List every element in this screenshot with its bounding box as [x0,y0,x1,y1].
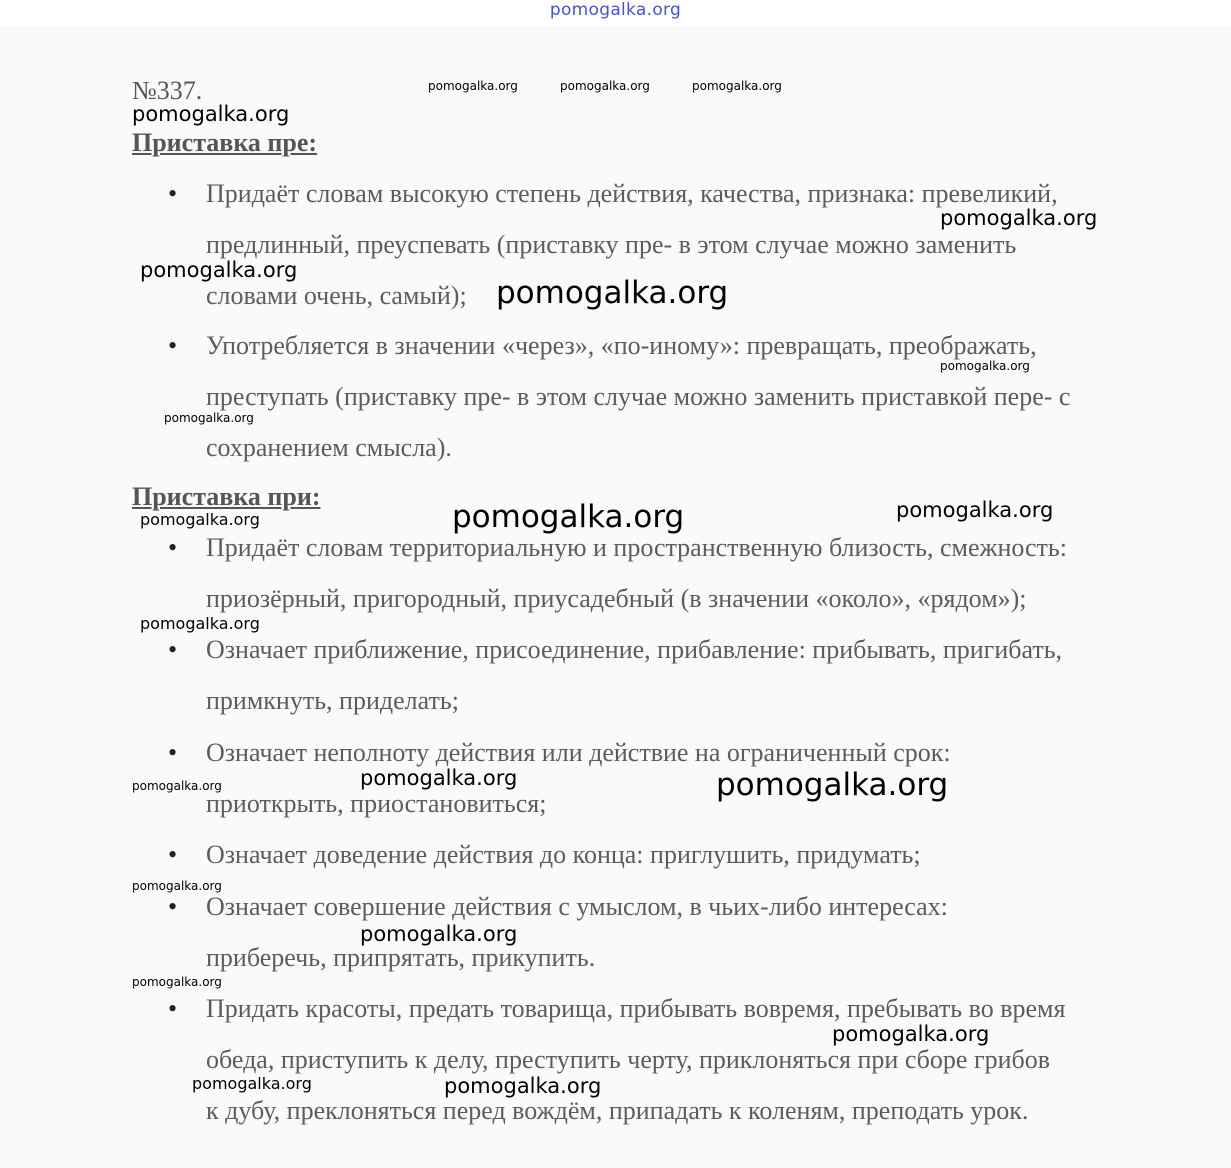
bullet-icon: • [168,994,178,1023]
site-banner[interactable]: pomogalka.org [549,0,682,20]
watermark: pomogalka.org [140,510,260,529]
item-line: примкнуть, приделать; [206,686,459,715]
bullet-icon: • [168,892,178,921]
watermark: pomogalka.org [452,499,685,535]
bullet-icon: • [168,635,178,664]
watermark: pomogalka.org [444,1074,602,1098]
list-item [168,624,1191,726]
watermark: pomogalka.org [896,498,1054,522]
bullet-icon: • [168,840,178,869]
watermark: pomogalka.org [132,102,290,126]
list-item [168,983,1191,1136]
item-line: приберечь, припрятать, прикупить. [206,943,596,972]
watermark: pomogalka.org [832,1022,990,1046]
item-line: приоткрыть, приостановиться; [206,789,547,818]
watermark: pomogalka.org [132,975,222,989]
item-line: Придать красоты, предать товарища, прибывать вовремя, пребывать во время [206,994,1066,1023]
watermark: pomogalka.org [132,779,222,793]
watermark: pomogalka.org [140,614,260,633]
watermark: pomogalka.org [360,922,518,946]
bullet-icon: • [168,738,178,767]
watermark: pomogalka.org [716,767,949,803]
item-line: Придаёт словам территориальную и пространственную близость, смежность: [206,533,1067,562]
item-line: Означает совершение действия с умыслом, в чьих-либо интересах: [206,892,948,921]
exercise-number: №337. [132,76,203,105]
watermark: pomogalka.org [496,275,729,311]
item-line: Означает доведение действия до конца: приглушить, придумать; [206,840,921,869]
item-line: обеда, приступить к делу, преступить черту, приклоняться при сборе грибов [206,1045,1051,1074]
watermark: pomogalka.org [940,359,1030,373]
list-item [168,320,1191,473]
watermark: pomogalka.org [360,766,518,790]
watermark: pomogalka.org [132,879,222,893]
watermark: pomogalka.org [940,206,1098,230]
section-heading-pre: Приставка пре: [132,128,318,157]
bullet-icon: • [168,533,178,562]
watermark: pomogalka.org [560,79,650,93]
item-line: преступать (приставку пре- в этом случае можно заменить приставкой пере- с [206,382,1071,411]
item-line: Придаёт словам высокую степень действия, качества, признака: превеликий, [206,179,1058,208]
watermark: pomogalka.org [428,79,518,93]
watermark: pomogalka.org [192,1074,312,1093]
bullet-icon: • [168,331,178,360]
watermark: pomogalka.org [140,258,298,282]
watermark: pomogalka.org [164,411,254,425]
item-line: предлинный, преуспевать (приставку пре- в этом случае можно заменить [206,230,1017,259]
item-line: приозёрный, пригородный, приусадебный (в значении «около», «рядом»); [206,584,1027,613]
bullet-icon: • [168,179,178,208]
item-line: к дубу, преклоняться перед вождём, припадать к коленям, преподать урок. [206,1096,1029,1125]
item-line: Означает приближение, присоединение, прибавление: прибывать, пригибать, [206,635,1063,664]
item-line: словами очень, самый); [206,281,467,310]
list-item [168,829,1191,880]
section-heading-pri: Приставка при: [132,482,321,511]
item-line: Употребляется в значении «через», «по-иному»: превращать, преображать, [206,331,1037,360]
watermark: pomogalka.org [692,79,782,93]
list-item [168,522,1191,624]
item-line: сохранением смысла). [206,433,452,462]
item-line: Означает неполноту действия или действие на ограниченный срок: [206,738,951,767]
